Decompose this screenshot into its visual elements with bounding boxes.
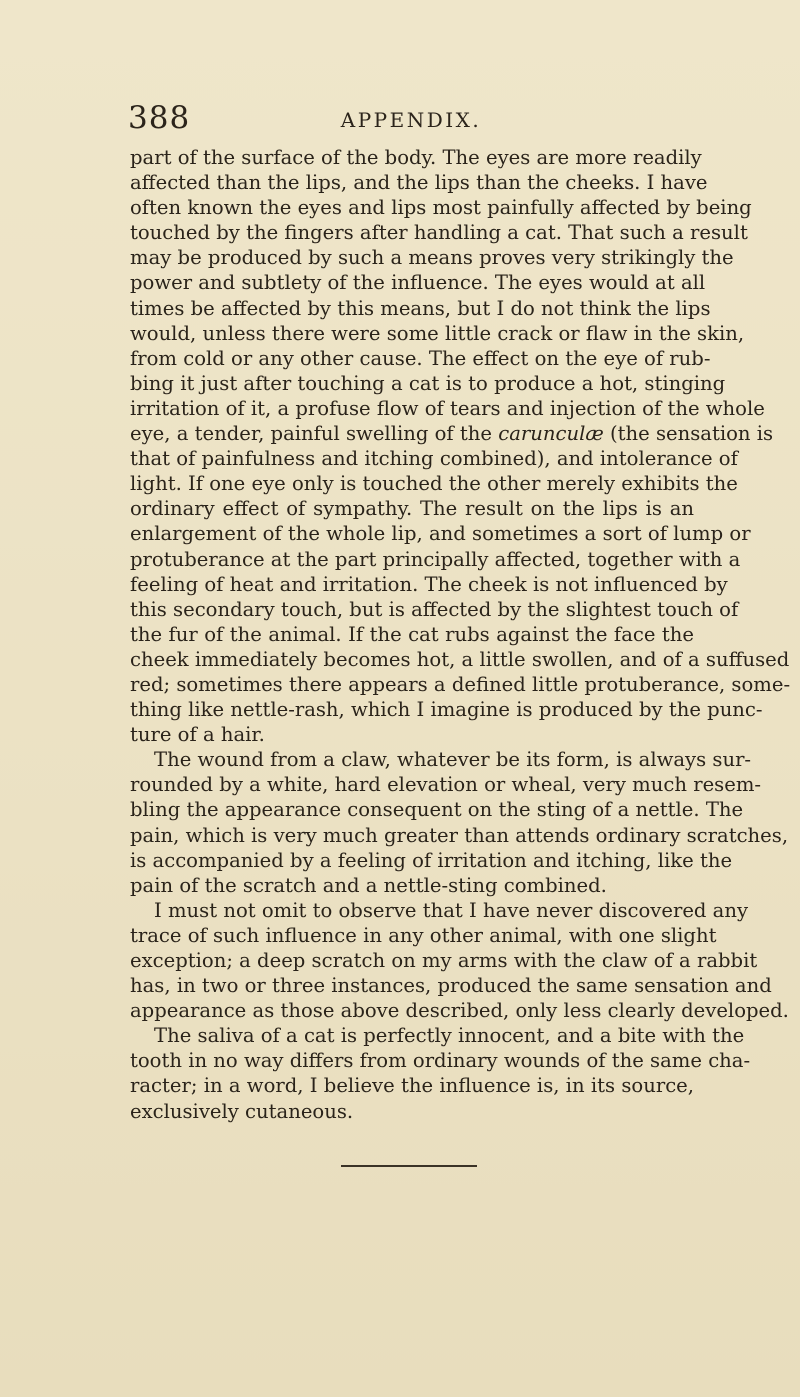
text-line: from cold or any other cause. The effect on the eye of rub- — [130, 346, 711, 370]
text-line: this secondary touch, but is affected by the slightest touch of — [130, 597, 739, 621]
text-line: pain of the scratch and a nettle-sting combined. — [130, 873, 607, 897]
text-line: that of painfulness and itching combined), and intolerance of — [130, 447, 738, 471]
text-line: is accompanied by a feeling of irritation and itching, like the — [130, 848, 733, 872]
text-line: bing it just after touching a cat is to produce a hot, stinging — [130, 371, 726, 395]
body-text — [130, 145, 791, 1124]
page-number: 388 — [128, 100, 191, 136]
text-line: times be affected by this means, but I do not think the lips — [130, 296, 711, 320]
text-line: bling the appearance consequent on the sting of a nettle. The — [130, 798, 744, 822]
italic-term: carunculæ — [498, 422, 604, 446]
text-line: The saliva of a cat is perfectly innocent, and a bite with the — [154, 1024, 745, 1048]
text-line: red; sometimes there appears a defined little protuberance, some- — [130, 672, 791, 696]
text-line: thing like nettle-rash, which I imagine is produced by the punc- — [130, 698, 763, 722]
text-line: the fur of the animal. If the cat rubs against the face the — [130, 622, 694, 646]
text-line: racter; in a word, I believe the influence is, in its source, — [130, 1074, 694, 1098]
text-line: trace of such influence in any other animal, with one slight — [130, 923, 717, 947]
text-line: often known the eyes and lips most painfully affected by being — [130, 196, 752, 220]
text-line: enlargement of the whole lip, and sometimes a sort of lump or — [130, 522, 751, 546]
text-line: would, unless there were some little crack or flaw in the skin, — [130, 321, 745, 345]
text-line: touched by the fingers after handling a cat. That such a result — [130, 221, 748, 245]
text-line: cheek immediately becomes hot, a little swollen, and of a suffused — [130, 647, 790, 671]
text-line: irritation of it, a profuse flow of tears and injection of the whole — [130, 396, 765, 420]
text-line: rounded by a white, hard elevation or wheal, very much resem- — [130, 773, 762, 797]
text-line: I must not omit to observe that I have never discovered any — [154, 898, 749, 922]
text-line: protuberance at the part principally affected, together with a — [130, 547, 741, 571]
text-line: appearance as those above described, only less clearly developed. — [130, 999, 789, 1023]
text-line — [130, 421, 774, 446]
text-segment: (the sensation is — [603, 422, 774, 446]
text-line: light. If one eye only is touched the other merely exhibits the — [130, 472, 738, 496]
running-head: APPENDIX. — [340, 108, 482, 132]
text-line: ture of a hair. — [130, 723, 265, 747]
text-line: The wound from a claw, whatever be its form, is always sur- — [154, 748, 752, 772]
text-line: ordinary effect of sympathy. The result on the lips is an — [130, 497, 694, 521]
text-line: affected than the lips, and the lips than the cheeks. I have — [130, 171, 708, 195]
text-line: pain, which is very much greater than attends ordinary scratches, — [130, 823, 789, 847]
text-segment: eye, a tender, painful swelling of the — [130, 422, 499, 446]
text-line: tooth in no way differs from ordinary wounds of the same cha- — [130, 1049, 751, 1073]
text-line: may be produced by such a means proves very strikingly the — [130, 246, 734, 270]
text-line: part of the surface of the body. The eyes are more readily — [130, 146, 702, 169]
end-rule — [341, 1165, 477, 1167]
text-line: power and subtlety of the influence. The eyes would at all — [130, 271, 706, 295]
text-line: feeling of heat and irritation. The cheek is not influenced by — [130, 572, 728, 596]
text-line: has, in two or three instances, produced the same sensation and — [130, 974, 772, 998]
page-header — [128, 100, 694, 140]
text-line: exception; a deep scratch on my arms with the claw of a rabbit — [130, 949, 758, 972]
text-line: exclusively cutaneous. — [130, 1099, 354, 1123]
